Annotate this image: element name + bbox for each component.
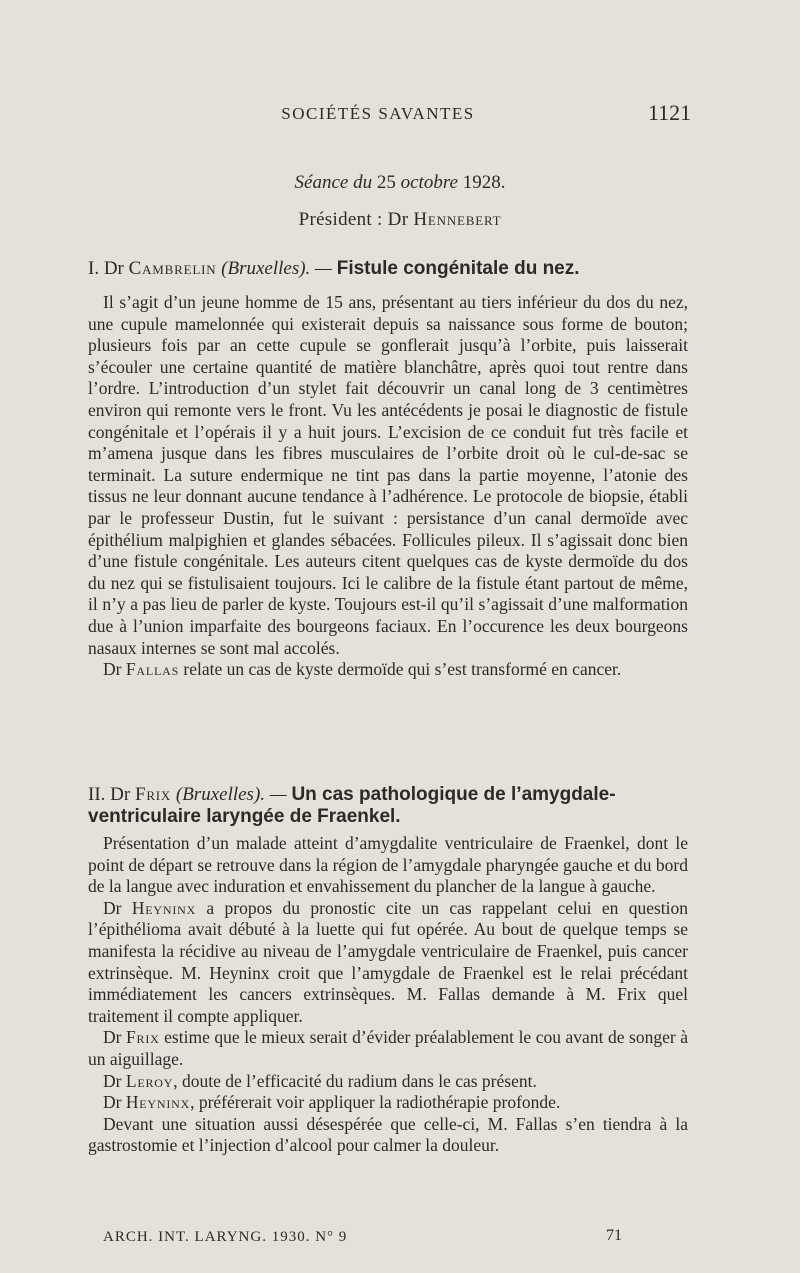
leroy-remark [88, 1071, 688, 1093]
section-1-title: Fistule congénitale du nez. [336, 258, 580, 279]
president-title: Dr [387, 209, 414, 230]
session-day: 25 [376, 172, 396, 193]
frix-text: estime que le mieux serait d’évider préalablement le cou avant de songer à un aiguillage. [88, 1027, 688, 1069]
session-date [0, 172, 800, 194]
heyninx-title: Dr [103, 897, 132, 918]
page-number: 1121 [648, 100, 692, 125]
frix-name: Frix [126, 1027, 160, 1048]
heyninx-second-name: Heyninx [125, 1092, 191, 1113]
heyninx-text: a propos du pronostic cite un cas rappelant celui en question l’épithélioma avait débuté à la luette qui fut opérée. Au bout de quelque temps se manifesta la récidive au niveau de l’amygdale ventriculaire de Fraenkel, puis cancer extrinsèque. M. Heyninx croit que l’amygdale de Fraenkel est le relai précédant immédiatement les cancers extrinsèques. M. Fallas demande à M. Frix quel traitement il compte appliquer. [88, 897, 688, 1026]
president-name: Hennebert [413, 209, 502, 230]
section-2-title: Un cas pathologique de l’amygdale-ventriculaire laryngée de Fraenkel. [88, 784, 616, 827]
leroy-name: Leroy [125, 1070, 174, 1091]
section-1-body [88, 292, 688, 681]
running-title: SOCIÉTÉS SAVANTES [281, 104, 475, 123]
section-1-title-prefix: Dr [103, 258, 129, 279]
section-1-paragraph: Il s’agit d’un jeune homme de 15 ans, présentant au tiers inférieur du dos du nez, une cupule mamelonnée qui existerait depuis sa naissance sous forme de bouton; plusieurs fois par an cette cupule se gonflerait jusqu’à l’orbite, puis laisserait s’écouler une certaine quantité de matière blanchâtre, après quoi tout rentre dans l’ordre. L’introduction d’un stylet fait découvrir un canal long de 3 centimètres environ qui remonte vers le front. Vu les antécédents je posai le diagnostic de fistule congénitale et l’opérais il y a huit jours. L’excision de ce conduit fut très facile et m’amena jusque dans les fibres musculaires de l’orbite droit où le cul-de-sac se terminait. La suture endermique ne tint pas dans la partie moyenne, l’atonie des tissus ne leur donnant aucune tendance à l’adhérence. Le protocole de biopsie, établi par le professeur Dustin, fut le suivant : persistance d’un canal dermoïde avec épithélium malpighien et glandes sébacées. Follicules pileux. Il s’agissait donc bien d’une fistule congénitale. Les auteurs citent quelques cas de kyste dermoïde du dos du nez qui se fistulisaient toujours. Ici le calibre de la fistule étant partout de même, il n’y a pas lieu de parler de kyste. Toujours est-il qu’il s’agissait d’une malformation due à l’union imparfaite des bourgeons faciaux. En l’occurence les deux bourgeons nasaux internes se sont mal accolés. [88, 292, 688, 658]
president-line [0, 209, 800, 231]
frix-remark [88, 1027, 688, 1070]
leroy-text: , doute de l’efficacité du radium dans le cas présent. [173, 1070, 537, 1091]
heyninx-second-remark [88, 1092, 688, 1114]
heyninx-name: Heyninx [131, 897, 197, 918]
fallas-title: Dr [103, 659, 126, 680]
section-1-heading [88, 258, 708, 280]
fallas-name: Fallas [125, 659, 180, 680]
section-2-heading [88, 784, 708, 828]
heyninx-remark [88, 898, 688, 1028]
session-date-prefix: Séance du [294, 172, 377, 193]
section-1-author: Cambrelin [128, 258, 217, 279]
running-head [0, 100, 800, 130]
president-label: Président : [298, 209, 388, 230]
fallas-text: relate un cas de kyste dermoïde qui s’est transformé en cancer. [179, 659, 622, 680]
sheet-number: 71 [606, 1227, 622, 1244]
leroy-title: Dr [103, 1070, 126, 1091]
heyninx-second-text: , préférerait voir appliquer la radiothérapie profonde. [190, 1092, 561, 1113]
section-1-number: I. [88, 258, 104, 279]
page-footer [0, 1227, 800, 1251]
section-2-intro: Présentation d’un malade atteint d’amygdalite ventriculaire de Fraenkel, dont le point de départ se retrouve dans la région de l’amygdale pharyngée gauche et du bord de la langue avec induration et envahissement du plancher de la langue à gauche. [88, 833, 688, 897]
session-month: octobre [395, 172, 463, 193]
frix-title: Dr [103, 1027, 127, 1048]
fallas-remark [88, 659, 688, 681]
section-2-author: Frix [134, 784, 172, 805]
section-1-city: (Bruxelles). — [216, 258, 337, 279]
journal-reference: ARCH. INT. LARYNG. 1930. N° 9 [103, 1229, 348, 1245]
section-2-title-prefix: Dr [110, 784, 135, 805]
heyninx-second-title: Dr [103, 1092, 126, 1113]
section-2-number: II. [88, 784, 111, 805]
session-year: 1928. [462, 172, 506, 193]
section-2-city: (Bruxelles). — [171, 784, 292, 805]
section-2-body [88, 833, 688, 1157]
closing-paragraph: Devant une situation aussi désespérée que celle-ci, M. Fallas s’en tiendra à la gastrostomie et l’injection d’alcool pour calmer la douleur. [88, 1113, 688, 1156]
